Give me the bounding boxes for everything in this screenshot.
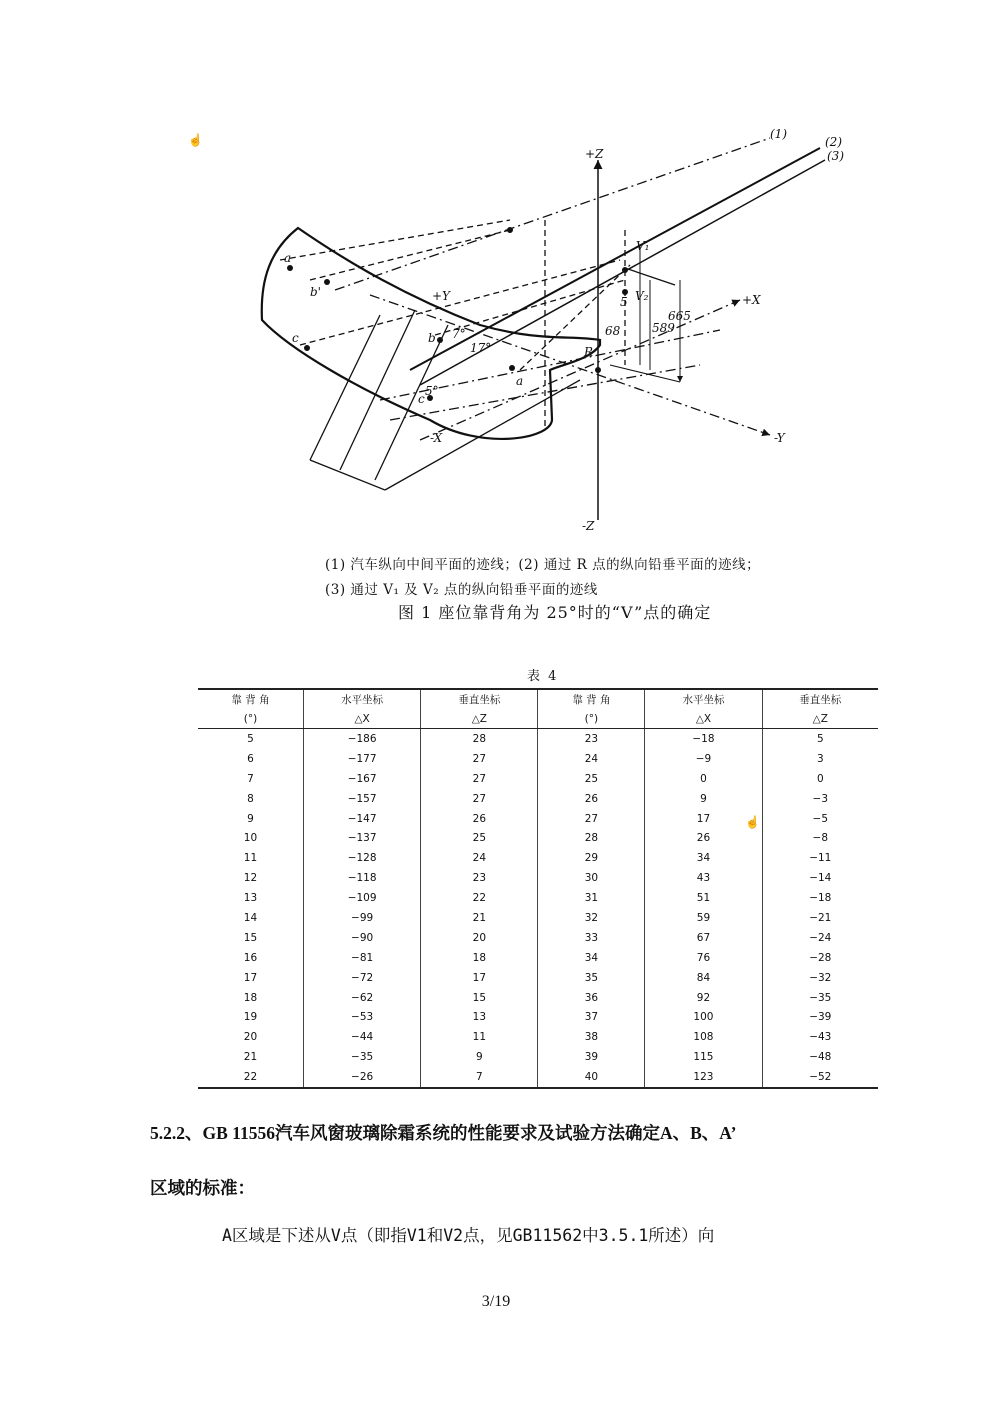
dim-665-label: 665 [668,309,691,323]
header-cell: 靠 背 角 [538,689,645,709]
table-cell: −9 [645,749,762,769]
table-cell: 28 [538,828,645,848]
table-cell: −147 [303,809,420,829]
table-cell: −186 [303,729,420,749]
table-cell: 5 [247,732,254,745]
table-cell: 0 [645,769,762,789]
body-paragraph: A区域是下述从V点（即指V1和V2点，见GB11562中3.5.1所述）向 [222,1226,715,1245]
table-cell: 92 [645,988,762,1008]
angle-17-label: 17° [470,341,492,355]
table-cell: 24 [421,848,538,868]
table-cell: 18 [421,948,538,968]
table-cell: 0 [762,769,878,789]
header-cell: 垂直坐标 [762,689,878,709]
table-cell: −35 [303,1047,420,1067]
table-cell: −24 [762,928,878,948]
table-cell: 32 [538,908,645,928]
table-cell: 23 [421,868,538,888]
table-cell: 9 [247,812,254,825]
table-cell: 14 [243,911,258,924]
table-cell: −18 [645,729,762,749]
plane-2-label: (2) [825,135,842,149]
v2-label: V₂ [635,289,649,303]
plane-1-label: (1) [770,127,787,141]
table-cell: 15 [243,931,258,944]
table-cell: 27 [421,789,538,809]
table-row [198,968,878,988]
table-cell: 27 [421,749,538,769]
table-cell: −177 [303,749,420,769]
table-cell: −39 [762,1007,878,1027]
table-cell: −8 [762,828,878,848]
table-row [198,868,878,888]
table-cell: 9 [421,1047,538,1067]
dim-5-label: 5 [620,295,628,309]
table-cell: −52 [762,1067,878,1088]
section-heading-line-2: 区域的标准： [150,1178,255,1198]
table-cell: 115 [645,1047,762,1067]
table-cell: −35 [762,988,878,1008]
table-cell: −62 [303,988,420,1008]
table-cell: 11 [243,852,258,865]
table-cell: −137 [303,828,420,848]
table-cell: 22 [198,1067,303,1088]
z-minus-label: -Z [582,519,595,533]
table-cell: 28 [421,729,538,749]
table-cell: 13 [421,1007,538,1027]
table-row [198,888,878,908]
table-row [198,1027,878,1047]
table-header-row [198,709,878,729]
table-cell: 19 [243,1011,258,1024]
table-row [198,809,878,829]
table-cell: 34 [538,948,645,968]
table-cell: 21 [421,908,538,928]
angle-7-label: 7° [452,327,466,341]
header-cell: △X [303,709,420,729]
figure-title: 图 1 座位靠背角为 25°时的“V”点的确定 [398,603,712,622]
point-b2-label: b [428,331,436,345]
table-cell: 24 [538,749,645,769]
point-c-label: c [292,331,299,345]
dim-589-label: 589 [652,321,675,335]
dim-68-label: 68 [605,324,621,338]
table-cell: 16 [243,951,258,964]
table-cell: 37 [538,1007,645,1027]
table-cell: −26 [303,1067,420,1088]
table-cell: −90 [303,928,420,948]
table-row [198,928,878,948]
table-cell: 17 [243,971,258,984]
table-row [198,749,878,769]
table-row [198,988,878,1008]
table-cell: 21 [243,1051,258,1064]
table-cell: 22 [421,888,538,908]
table-cell: 18 [243,991,258,1004]
section-heading-line-1: 5.2.2、GB 11556汽车风窗玻璃除霜系统的性能要求及试验方法确定A、B、A’ [150,1123,737,1143]
figure-caption-line-1: (1) 汽车纵向中间平面的迹线；(2) 通过 R 点的纵向铅垂平面的迹线； [325,557,761,573]
table-cell: 123 [645,1067,762,1088]
table-cell: −44 [303,1027,420,1047]
table-cell: 7 [421,1067,538,1088]
table-cell: 27 [421,769,538,789]
point-a2-label: a [516,374,524,388]
table-cell: 38 [538,1027,645,1047]
table-cell: 25 [538,769,645,789]
table-cell: −167 [303,769,420,789]
table-cell: −118 [303,868,420,888]
r-point-label: R [584,345,594,359]
hand-icon: ☝ [745,815,760,829]
table-cell: 34 [645,848,762,868]
angle-5-label: 5° [425,384,439,398]
header-cell: 靠 背 角 [198,689,303,709]
page-number: 3/19 [481,1293,511,1310]
table-cell: 26 [645,828,762,848]
header-cell: 水平坐标 [303,689,420,709]
table-cell: −81 [303,948,420,968]
figure-caption-line-2: (3) 通过 V₁ 及 V₂ 点的纵向铅垂平面的迹线 [325,582,598,598]
table-cell: 84 [645,968,762,988]
table-cell: 6 [247,752,254,765]
header-cell: △Z [762,709,878,729]
windshield-diagram [180,120,860,540]
point-b-prime-label: b' [310,285,321,299]
table-cell: 5 [762,729,878,749]
table-cell: 59 [645,908,762,928]
table-cell: 36 [538,988,645,1008]
y-plus-label: +Y [432,289,450,303]
table-row [198,769,878,789]
table-row [198,828,878,848]
table-cell: 17 [645,809,762,829]
table-row [198,908,878,928]
table-cell: 51 [645,888,762,908]
table-row [198,848,878,868]
table-cell: −3 [762,789,878,809]
header-cell: 垂直坐标 [421,689,538,709]
header-cell: (°) [538,709,645,729]
table-cell: 108 [645,1027,762,1047]
table-cell: 11 [421,1027,538,1047]
table-title: 表 4 [527,669,559,684]
table-row [198,729,878,749]
table-row [198,1047,878,1067]
table-cell: 26 [421,809,538,829]
point-a-label: a [284,251,292,265]
table-cell: 8 [247,792,254,805]
point-c2-label: c [418,392,425,406]
table-cell: 30 [538,868,645,888]
table-cell: 10 [243,832,258,845]
header-cell: △X [645,709,762,729]
table-cell: 29 [538,848,645,868]
y-minus-label: -Y [774,431,785,445]
table-cell: 33 [538,928,645,948]
header-cell: (°) [198,709,303,729]
table-cell: −32 [762,968,878,988]
table-cell: −21 [762,908,878,928]
table-cell: 31 [538,888,645,908]
table-cell: −53 [303,1007,420,1027]
hand-icon: ☝ [188,133,203,147]
table-cell: 43 [645,868,762,888]
table-cell: 100 [645,1007,762,1027]
x-minus-label: -X [430,431,443,445]
table-cell: 7 [247,772,254,785]
x-plus-label: +X [742,293,761,307]
table-cell: −99 [303,908,420,928]
table-cell: 27 [538,809,645,829]
table-cell: −109 [303,888,420,908]
table-cell: −43 [762,1027,878,1047]
table-cell: 20 [421,928,538,948]
table-cell: 12 [243,872,258,885]
table-cell: 23 [538,729,645,749]
table-cell: 67 [645,928,762,948]
table-cell: −157 [303,789,420,809]
table-cell: 35 [538,968,645,988]
table-cell: −18 [762,888,878,908]
v1-label: V₁ [636,239,650,253]
table-row [198,789,878,809]
table-cell: 15 [421,988,538,1008]
table-cell: 20 [243,1031,258,1044]
table-header-row [198,689,878,709]
table-cell: −28 [762,948,878,968]
table-cell: −128 [303,848,420,868]
table-cell: 3 [762,749,878,769]
table-cell: 76 [645,948,762,968]
table-cell: −14 [762,868,878,888]
table-cell: −48 [762,1047,878,1067]
table-cell: 9 [645,789,762,809]
z-plus-label: +Z [585,147,604,161]
table-cell: 39 [538,1047,645,1067]
table-cell: 40 [538,1067,645,1088]
table-row [198,1007,878,1027]
table-row [198,948,878,968]
table-cell: 13 [243,892,258,905]
table-cell: 26 [538,789,645,809]
table-cell: −72 [303,968,420,988]
table-cell: 17 [421,968,538,988]
plane-3-label: (3) [827,149,844,163]
table-cell: 25 [421,828,538,848]
header-cell: △Z [421,709,538,729]
table-cell: −11 [762,848,878,868]
table-row [198,1067,878,1088]
header-cell: 水平坐标 [645,689,762,709]
coordinate-table [198,688,878,1089]
table-cell: −5 [762,809,878,829]
